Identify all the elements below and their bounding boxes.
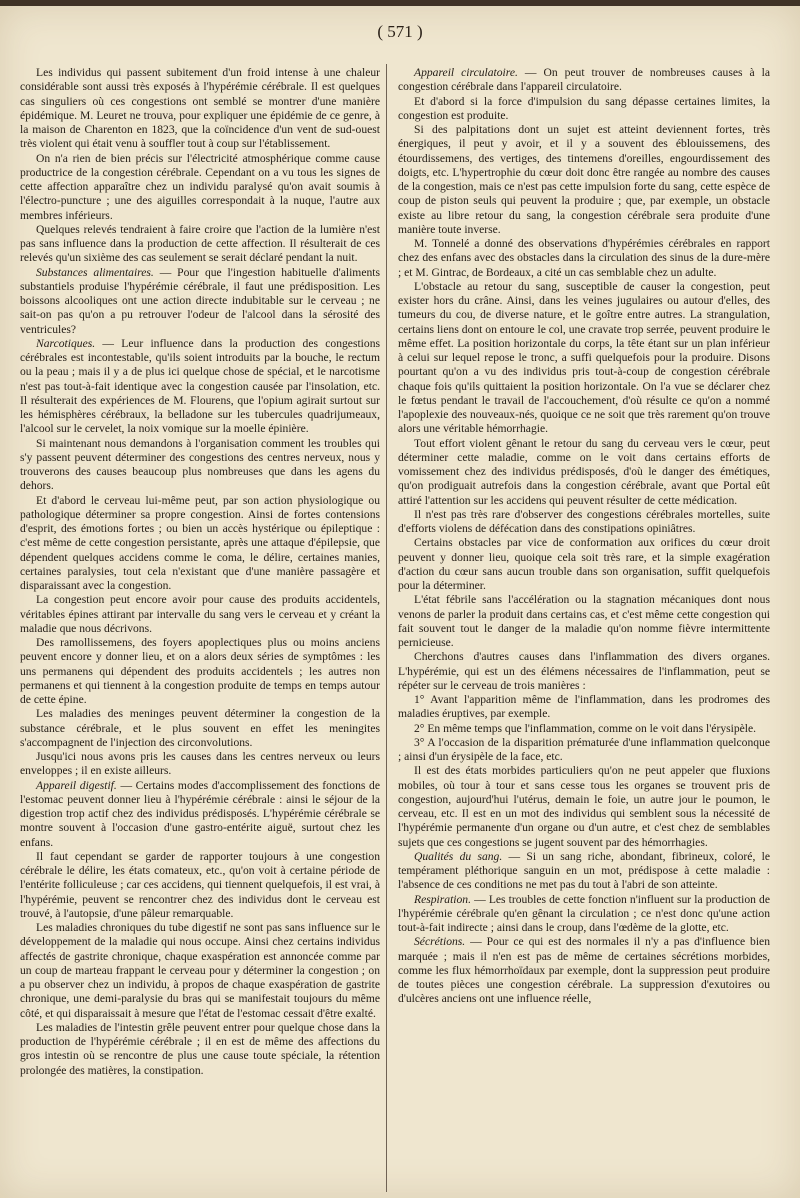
paragraph xyxy=(398,893,770,936)
paragraph-text: — Les troubles de cette fonction n'influent sur la production de l'hypérémie cérébrale qu'en gênant la circulation ; ce n'est donc qu'une action tout-à-fait indirecte ; ainsi dans le croup, dans l'œdème de la glotte, etc. xyxy=(398,892,770,934)
paragraph-text: — Pour que l'ingestion habituelle d'aliments substantiels produise l'hypérémie cérébrale, il faut une prédisposition. Les boissons alcooliques ont une action directe indubitable sur le cerveau ; ne sait-on pas qu'on a pu retrouver l'odeur de l'alcool dans la sérosité des ventricules? xyxy=(20,265,380,336)
paragraph xyxy=(398,693,770,722)
paragraph-text: Les individus qui passent subitement d'un froid intense à une chaleur considérable sont aussi très exposés à l'hypérémie cérébrale. Il est quelques cas singuliers où ces congestions ont semblé se montrer d'une manière épidémique. M. Leuret ne trouva, pour expliquer une épidémie de ce genre, à la maison de Charenton en 1823, que la coïncidence d'un vent de sud-ouest très violent qui était venu à souffler tout à coup sur l'établissement. xyxy=(20,66,380,151)
paragraph-text: Jusqu'ici nous avons pris les causes dans les centres nerveux ou leurs enveloppes ; il en existe ailleurs. xyxy=(20,750,380,778)
paragraph-text: 1° Avant l'apparition même de l'inflammation, dans les prodromes des maladies éruptives, par exemple. xyxy=(398,693,770,721)
paragraph xyxy=(20,266,380,337)
section-heading: Qualités du sang. xyxy=(414,849,503,863)
column-divider xyxy=(386,64,387,1192)
paragraph xyxy=(20,750,380,779)
paragraph xyxy=(20,1021,380,1078)
page-number: ( 571 ) xyxy=(377,22,423,41)
paragraph-text: Les maladies chroniques du tube digestif ne sont pas sans influence sur le développement de la maladie qui nous occupe. Ainsi chez certains individus affectés de gastrite chronique, chaque exaspération est annoncée comme par un coup de marteau frappant le cerveau pour y déterminer la congestion ; on a pu observer chez un individu, à propos de chaque exaspération de gastrite chronique, une demi-paralysie du bras qui se manifestait toujours du même côté, et qui disparaissait à mesure que l'état de l'estomac cessait d'être exalté. xyxy=(20,921,380,1020)
paragraph-text: La congestion peut encore avoir pour cause des produits accidentels, véritables épines attirant par intervalle du sang vers le cerveau et y créant la maladie que nous décrivons. xyxy=(20,593,380,635)
paragraph-text: Il faut cependant se garder de rapporter toujours à une congestion cérébrale le délire, les états comateux, etc., qu'on voit à certaine période de l'entérite folliculeuse ; car ces accidens, qui tiennent quelquefois, il est vrai, à l'hypérémie, peuvent se rencontrer chez des individus dont le cerveau est trouvé, à l'autopsie, d'une pâleur remarquable. xyxy=(20,849,380,920)
paragraph-text: Si maintenant nous demandons à l'organisation comment les troubles qui s'y passent peuvent déterminer des congestions des centres nerveux, nous y trouverons des causes beaucoup plus nombreuses que dans les agens du dehors. xyxy=(20,436,380,493)
paragraph-text: L'obstacle au retour du sang, susceptible de causer la congestion, peut exister hors du crâne. Ainsi, dans les veines jugulaires ou autour d'elles, des tumeurs du cou, de diverse nature, et le goître entre autres. La strangulation, certains liens dont on entoure le col, une cravate trop serrée, peuvent produire le même effet. La position horizontale du corps, la tête étant sur un plan inférieur à celui sur lequel repose le tronc, a suffi quelquefois pour la produire. Disons pourtant qu'on a vu des individus pris tout-à-coup de congestion cérébrale chaque fois qu'ils quittaient la position horizontale. On l'a vue se déclarer chez le fœtus pendant le travail de l'accouchement, d'où résulte ce qu'on a nommé l'apoplexie des nouveaux-nés, quoique ce ne soit que très rarement qu'on trouve alors une véritable hémorrhagie. xyxy=(398,279,770,436)
section-heading: Substances alimentaires. xyxy=(36,265,154,279)
paragraph-text: Et d'abord si la force d'impulsion du sang dépasse certaines limites, la congestion est produite. xyxy=(398,94,770,122)
paragraph-text: Si des palpitations dont un sujet est atteint deviennent fortes, très énergiques, il peut y avoir, et il y a souvent des éblouissemens, des étourdissemens, des vertiges, des tintemens d'oreilles, engourdissement des doigts, etc. L'hypertrophie du cœur doit donc être rangée au nombre des causes de la congestion, mais ce n'est pas cette impulsion forte du sang, cette espèce de coup de piston seuls qui peuvent la produire ; que, par exemple, un obstacle existe au libre retour du sang, la congestion cérébrale sera produite d'une manière toute inverse. xyxy=(398,123,770,236)
paragraph xyxy=(398,850,770,893)
paragraph-text: Tout effort violent gênant le retour du sang du cerveau vers le cœur, peut déterminer cette maladie, comme on le voit dans certains efforts de vomissement chez des individus prédisposés, d'où le danger des émétiques, qu'on prodiguait autrefois dans la congestion cérébrale, avant que Portal eût attiré l'attention sur les accidens qui peuvent résulter de cette médication. xyxy=(398,436,770,507)
left-column xyxy=(20,66,380,1078)
section-heading: Appareil digestif. xyxy=(36,778,117,792)
paragraph-text: Certains obstacles par vice de conformation aux orifices du cœur droit peuvent y donner lieu, quoique cela soit très rare, et la simple exagération d'action du cœur sans aucun trouble dans son organisation, suffit quelquefois pour la déterminer. xyxy=(398,536,770,592)
paragraph xyxy=(398,722,770,736)
paragraph xyxy=(398,95,770,124)
paragraph xyxy=(20,636,380,707)
paragraph xyxy=(20,850,380,921)
section-heading: Narcotiques. xyxy=(36,336,96,350)
paragraph xyxy=(20,337,380,437)
paragraph-text: — Certains modes d'accomplissement des fonctions de l'estomac peuvent donner lieu à l'hypérémie cérébrale : ainsi le séjour de la digestion trop actif chez des individus prédisposés. L'hypérémie cérébrale se montre souvent à l'occasion d'une gastro-entérite aiguë, surtout chez les enfans. xyxy=(20,778,380,849)
paragraph-text: — Si un sang riche, abondant, fibrineux, coloré, le tempérament pléthorique sanguin en un mot, prédispose à cette maladie : l'absence de ces conditions ne met pas du tout à l'abri de son atteinte. xyxy=(398,849,770,892)
paragraph xyxy=(398,593,770,650)
paragraph-text: L'état fébrile sans l'accélération ou la stagnation mécaniques dont nous venons de parler la produit dans certains cas, et c'est même cette congestion qui fait souvent tout le danger de la maladie qu'on nomme fièvre intermittente pernicieuse. xyxy=(398,593,770,649)
paragraph xyxy=(398,123,770,237)
paragraph xyxy=(20,494,380,594)
paragraph xyxy=(398,736,770,765)
paragraph-text: Cherchons d'autres causes dans l'inflammation des divers organes. L'hypérémie, qui est un des élémens nécessaires de l'inflammation, peut se répéter sur le cerveau de trois manières : xyxy=(398,650,770,692)
paragraph-text: — Leur influence dans la production des congestions cérébrales est incontestable, qu'ils soient introduits par la bouche, le rectum ou la peau ; mais il y a de plus ici quelque chose de spécial, et le narcotisme n'est pas tout-à-fait identique avec la congestion causée par l'insolation, etc. Il résulterait des expériences de M. Flourens, que l'opium agirait surtout sur les hémisphères cérébraux, la belladone sur les tubercules quadrijumeaux, l'alcool sur le cervelet, la noix vomique sur la moelle épinière. xyxy=(20,336,380,436)
paragraph xyxy=(20,921,380,1021)
paragraph xyxy=(20,437,380,494)
paragraph-text: Des ramollissemens, des foyers apoplectiques plus ou moins anciens peuvent encore y donner lieu, et on a alors deux séries de symptômes : les uns permanens qui dépendent des produits accidentels ; les autres non permanens et qui tiennent à la congestion produite de temps en temps autour de cette épine. xyxy=(20,636,380,706)
paragraph-text: Les maladies de l'intestin grêle peuvent entrer pour quelque chose dans la production de l'hypérémie cérébrale ; il en est de même des affections du gros intestin où se rencontre de plus une cause toute spéciale, la rétention prolongée des matières, la constipation. xyxy=(20,1020,380,1077)
paragraph-text: Quelques relevés tendraient à faire croire que l'action de la lumière n'est pas sans influence dans la production de cette affection. Il résulterait de ces relevés qu'un sixième des cas seulement se serait déclaré pendant la nuit. xyxy=(20,222,380,265)
paragraph-text: — On peut trouver de nombreuses causes à la congestion cérébrale dans l'appareil circulatoire. xyxy=(398,66,770,94)
paragraph xyxy=(20,707,380,750)
paragraph xyxy=(20,66,380,152)
paragraph xyxy=(398,935,770,1006)
paragraph xyxy=(20,593,380,636)
section-heading: Respiration. xyxy=(414,892,472,906)
paragraph xyxy=(398,764,770,850)
paragraph-text: — Pour ce qui est des normales il n'y a pas d'influence bien marquée ; mais il n'en est pas de même de certaines sécrétions morbides, comme les flux hémorrhoïdaux par exemple, dont la suppression peut produire de toutes pièces une congestion cérébrale. La suppression d'exutoires ou d'ulcères anciens ont une influence réelle, xyxy=(398,935,770,1006)
section-heading: Sécrétions. xyxy=(414,935,466,949)
paragraph-text: Et d'abord le cerveau lui-même peut, par son action physiologique ou pathologique déterminer sa propre congestion. Ainsi de fortes contensions d'esprit, des émotions fortes ; ou bien un accès hystérique ou épileptique : c'est même de cette congestion persistante, après une attaque d'épilepsie, que dépendent quelques accidens comme le coma, le délire, certaines manies, certaines paralysies, tout cela n'existant que d'une manière passagère et disparaissant avec la congestion. xyxy=(20,493,380,592)
paragraph xyxy=(20,152,380,223)
paragraph xyxy=(398,536,770,593)
paragraph-text: Il est des états morbides particuliers qu'on ne peut appeler que fluxions mobiles, où tour à tour et sans cesse tous les organes se trouvent pris de congestion, aujourd'hui l'utérus, demain le foie, un autre jour le poumon, le cerveau, etc. Il est en un mot des individus qui semblent sous la nécessité de l'hypérémie permanente d'un organe ou d'un autre, et c'est chez de semblables sujets que ces congestions se jugent souvent par des hémorrhagies. xyxy=(398,764,770,849)
paragraph xyxy=(20,223,380,266)
section-heading: Appareil circulatoire. xyxy=(414,66,518,79)
paragraph-text: On n'a rien de bien précis sur l'électricité atmosphérique comme cause productrice de la congestion cérébrale. Cependant on a vu tous les signes de cette affection apparaître chez un individu paralysé qu'on avait soumis à l'électro-puncture ; une des aiguilles correspondait à la nuque, l'autre aux membres inférieurs. xyxy=(20,151,380,222)
paragraph-text: 3° A l'occasion de la disparition prématurée d'une inflammation quelconque ; ainsi d'un érysipèle de la face, etc. xyxy=(398,735,770,763)
paragraph xyxy=(398,66,770,95)
paragraph xyxy=(398,508,770,537)
paragraph xyxy=(398,437,770,508)
right-column xyxy=(398,66,770,1007)
paragraph-text: 2° En même temps que l'inflammation, comme on le voit dans l'érysipèle. xyxy=(414,721,757,735)
book-page xyxy=(0,6,800,1198)
paragraph xyxy=(398,280,770,437)
paragraph-text: Il n'est pas très rare d'observer des congestions cérébrales mortelles, suite d'efforts violens de défécation dans des constipations opiniâtres. xyxy=(398,507,770,535)
paragraph-text: Les maladies des meninges peuvent déterminer la congestion de la substance cérébrale, et le plus souvent en effet les meningites s'accompagnent de l'injection des circonvolutions. xyxy=(20,707,380,749)
paragraph xyxy=(20,779,380,850)
paragraph xyxy=(398,237,770,280)
paragraph xyxy=(398,650,770,693)
paragraph-text: M. Tonnelé a donné des observations d'hypérémies cérébrales en rapport chez des enfans avec des obstacles dans la circulation des sinus de la dure-mère ; et M. Gintrac, de Bordeaux, a cité un cas semblable chez un adulte. xyxy=(398,237,770,279)
